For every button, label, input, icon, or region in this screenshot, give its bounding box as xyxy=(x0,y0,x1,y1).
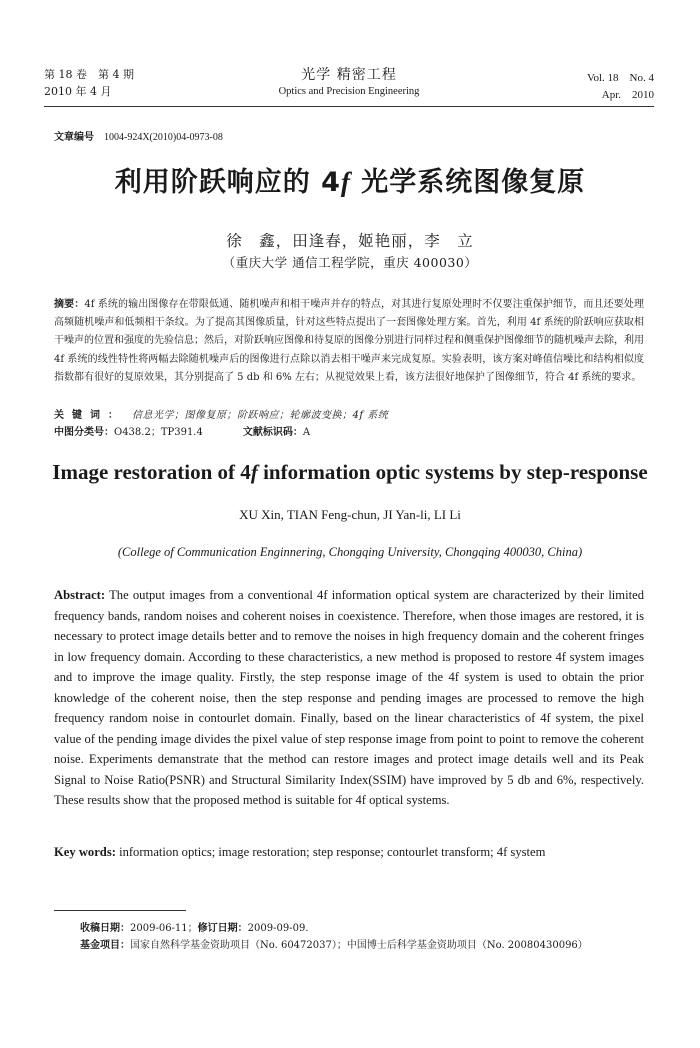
affiliation-en: (College of Communication Enginnering, Chongqing University, Chongqing 400030, China) xyxy=(117,545,583,559)
fund-text: 国家自然科学基金资助项目（No. 60472037）；中国博士后科学基金资助项目（No. 20080430096） xyxy=(130,940,588,951)
footnote-rule xyxy=(54,910,186,911)
title-en-italic: f xyxy=(250,460,258,484)
journal-name-cn: 光学 精密工程 xyxy=(301,67,397,83)
header-rule xyxy=(44,106,654,107)
affiliation-cn: （重庆大学 通信工程学院，重庆 400030） xyxy=(222,255,478,270)
date-cn: 2010 年 4 月 xyxy=(44,85,112,98)
title-en-part1: Image restoration of 4 xyxy=(52,460,251,484)
volume-cn: 第 18 卷 第 4 期 xyxy=(44,68,134,81)
abstract-cn-label: 摘要： xyxy=(54,299,85,310)
title-en-part2: information optic systems by step-response xyxy=(257,460,648,484)
volume-en: Vol. 18 No. 4 xyxy=(586,72,654,84)
keywords-en-label: Key words: xyxy=(54,845,116,859)
title-cn-part1: 利用阶跃响应的 4 xyxy=(114,167,341,198)
keywords-cn-label: 关键词： xyxy=(54,410,126,421)
article-number-value: 1004-924X(2010)04-0973-08 xyxy=(104,132,223,143)
article-number xyxy=(54,128,223,143)
header-center xyxy=(44,66,654,100)
keywords-en xyxy=(54,845,660,860)
doc-code-value: A xyxy=(302,427,311,438)
keywords-cn-value: 信息光学；图像复原；阶跃响应；轮廓波变换；4f 系统 xyxy=(132,410,389,421)
footnote-dates xyxy=(80,921,309,937)
abstract-en-label: Abstract: xyxy=(54,588,106,602)
journal-name-en: Optics and Precision Engineering xyxy=(278,86,420,97)
abstract-cn xyxy=(54,296,644,387)
abstract-en xyxy=(54,585,644,811)
title-en xyxy=(0,460,700,485)
date-en: Apr. 2010 xyxy=(601,89,654,101)
clc-value: O438.2；TP391.4 xyxy=(114,427,203,438)
footnote-fund xyxy=(80,938,588,954)
doc-code-label: 文献标识码： xyxy=(242,427,303,438)
classification-cn xyxy=(54,423,310,438)
abstract-en-text: The output images from a conventional 4f information optical system are characterized by their limited frequency bands, random noises and coherent noises in coexistence. Therefore, when those images are restored, it is necessary to protect image details better and to remove the noises in high frequency domain and the coherent fringes in low frequency domain. According to these characteristics, a new method is proposed to restore 4f system images and to improve the image quality. Firstly, the step response image of the 4f system is used to obtain the prior knowledge of the coherent noise, then the step response and pending images are processed to remove the high frequency random noise in contourlet domain. Finally, based on the linear characteristics of 4f system, the pixel value of the pending image divides the pixel value of step response image from point to point to remove the coherent noise. Experiments demanstrate that the method can restore images and protect image details well and its Peak Signal to Noise Ratio(PSNR) and Structural Similarity Index(SSIM) have improved by 5 db and 6%, respectively. These results show that the proposed method is suitable for 4f optical systems. xyxy=(54,588,644,807)
fund-label: 基金项目： xyxy=(80,940,130,951)
authors-cn: 徐 鑫，田逢春，姬艳丽，李 立 xyxy=(226,232,474,250)
journal-header xyxy=(44,66,654,104)
revised-label: 修订日期： xyxy=(197,923,248,934)
title-cn-italic: f xyxy=(340,167,351,197)
keywords-en-value: information optics; image restoration; step response; contourlet transform; 4f system xyxy=(115,845,546,859)
clc-label: 中图分类号： xyxy=(54,427,114,438)
header-right xyxy=(587,70,654,104)
title-cn-part2: 光学系统图像复原 xyxy=(350,167,586,198)
title-cn xyxy=(0,160,700,199)
keywords-cn xyxy=(54,406,388,421)
received-date: 2009-06-11； xyxy=(130,923,198,934)
revised-date: 2009-09-09. xyxy=(247,923,309,934)
authors-en: XU Xin, TIAN Feng-chun, JI Yan-li, LI Li xyxy=(239,507,461,522)
abstract-cn-text: 4f 系统的输出图像存在带限低通、随机噪声和相干噪声并存的特点，对其进行复原处理时不仅要注重保护细节，而且还要处理高频随机噪声和低频相干条纹。为了提高其图像质量，针对这些特点提出了一套图像处理方案。首先，利用 4f 系统的阶跃响应获取相干噪声的位置和强度的先验信息；然后，对阶跃响应图像和待复原的图像分别进行同样过程和侧重保护图像细节的随机噪声去除，利用 4f 系统的线性特性将两幅去除随机噪声后的图像进行点除以消去相干噪声来完成复原。实验表明，该方案对峰值信噪比和结构相似度指数都有很好的复原效果，其分别提高了 5 db 和 6% 左右；从视觉效果上看，该方法很好地保护了图像细节，符合 4f 系统的要求。 xyxy=(54,299,644,383)
article-number-label: 文章编号 xyxy=(54,132,94,143)
received-label: 收稿日期： xyxy=(80,923,130,934)
